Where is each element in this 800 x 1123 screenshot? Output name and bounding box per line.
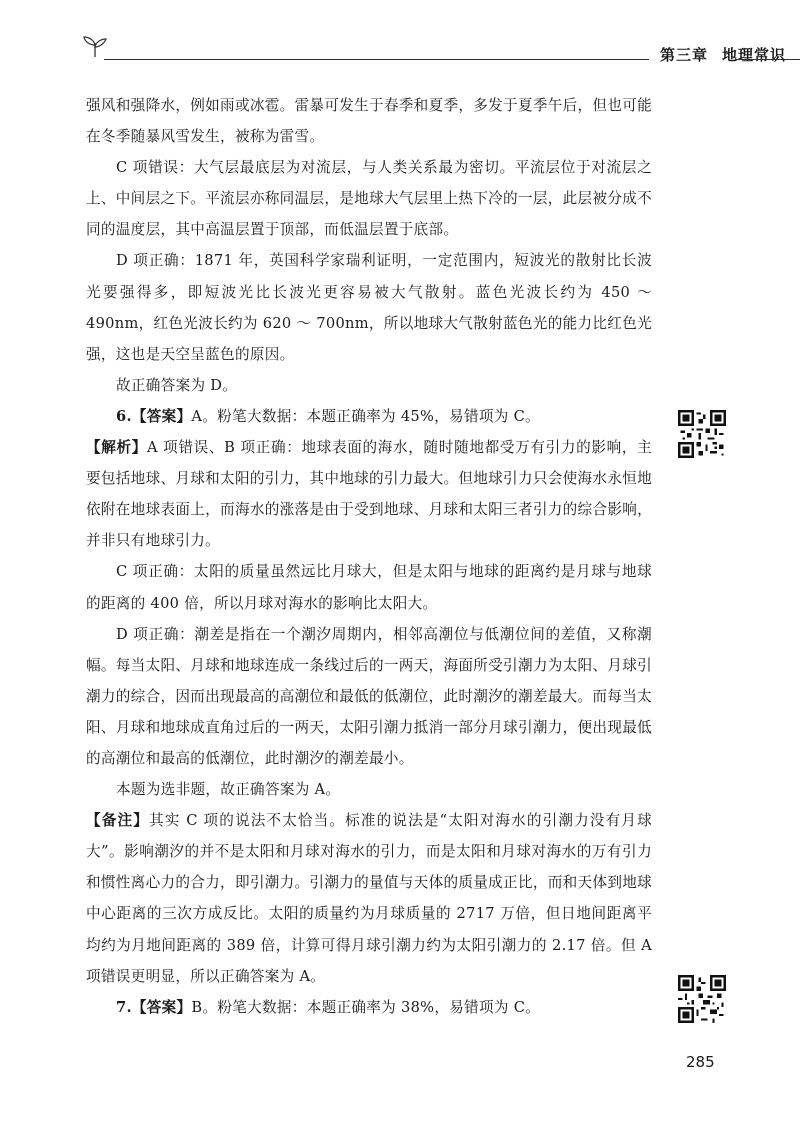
page-header <box>70 34 787 74</box>
chapter-title: 地理常识 <box>722 46 787 64</box>
header-rule-left <box>104 59 649 60</box>
page-number: 285 <box>686 1053 715 1071</box>
paragraph-option-c-q6: C 项正确：太阳的质量虽然远比月球大，但是太阳与地球的距离约是月球与地球的距离的 400 倍，所以月球对海水的影响比太阳大。 <box>86 563 652 612</box>
paragraph-option-d-q6: D 项正确：潮差是指在一个潮汐周期内，相邻高潮位与低潮位间的差值，又称潮幅。每当太阳、月球和地球连成一条线过后的一两天，海面所受引潮力为太阳、月球引潮力的综合，因而出现最高的高潮位和最低的低潮位，此时潮汐的潮差最大。而每当太阳、月球和地球成直角过后的一两天，太阳引潮力抵消一部分月球引潮力，便出现最低的高潮位和最高的低潮位，此时潮汐的潮差最小。 <box>86 625 652 767</box>
paragraph-analysis-q6 <box>86 432 652 556</box>
analysis-text: A 项错误、B 项正确：地球表面的海水，随时随地都受万有引力的影响，主要包括地球、月球和太阳的引力，其中地球的引力最大。但地球引力只会使海水永恒地依附在地球表面上，而海水的涨落是由于受到地球、月球和太阳三者引力的综合影响，并非只有地球引力。 <box>86 439 653 550</box>
paragraph-answer-q7 <box>86 992 652 1023</box>
analysis-label: 【解析】 <box>86 439 148 457</box>
qr-code-icon[interactable] <box>678 410 726 458</box>
chapter-number: 第三章 <box>660 46 709 64</box>
leaf-sprout-icon <box>82 36 108 58</box>
header-rule-right <box>735 59 800 60</box>
answer-label: 7.【答案】 <box>116 998 192 1016</box>
paragraph-answer-q6 <box>86 401 652 432</box>
paragraph-option-c-explanation: C 项错误：大气层最底层为对流层，与人类关系最为密切。平流层位于对流层之上、中间层之下。平流层亦称同温层，是地球大气层里上热下冷的一层，此层被分成不同的温度层，其中高温层置于顶部，而低温层置于底部。 <box>86 159 652 239</box>
paragraph-continuation: 强风和强降水，例如雨或冰雹。雷暴可发生于春季和夏季，多发于夏季午后，但也可能在冬季随暴风雪发生，被称为雷雪。 <box>86 97 652 146</box>
qr-code-icon[interactable] <box>678 975 726 1023</box>
answer-label: 6.【答案】 <box>116 407 192 425</box>
answer-text: A。粉笔大数据：本题正确率为 45%，易错项为 C。 <box>191 407 540 425</box>
paragraph-conclusion-q5: 故正确答案为 D。 <box>116 376 238 394</box>
main-text <box>86 90 652 1023</box>
paragraph-option-d-explanation: D 项正确：1871 年，英国科学家瑞利证明，一定范围内，短波光的散射比长波光要强得多，即短波光比长波光更容易被大气散射。蓝色光波长约为 450 ～ 490nm，红色光波长约为 620 ～ 700nm，所以地球大气散射蓝色光的能力比红色光强，这也是天空呈蓝色的原因。 <box>86 252 652 363</box>
paragraph-conclusion-q6: 本题为选非题，故正确答案为 A。 <box>116 781 341 799</box>
chapter-heading <box>660 44 786 65</box>
note-label: 【备注】 <box>86 812 149 830</box>
paragraph-note-q6 <box>86 805 652 992</box>
note-text: 其实 C 项的说法不太恰当。标准的说法是“太阳对海水的引潮力没有月球大”。影响潮汐的并不是太阳和月球对海水的引力，而是太阳和月球对海水的万有引力和惯性离心力的合力，即引潮力。引潮力的量值与天体的质量成正比，而和天体到地球中心距离的三次方成反比。太阳的质量约为月球质量的 2717 万倍，但日地间距离平均约为月地间距离的 389 倍，计算可得月球引潮力约为太阳引潮力的 2.17 倍。但 A 项错误更明显，所以正确答案为 A。 <box>86 812 652 985</box>
answer-text: B。粉笔大数据：本题正确率为 38%，易错项为 C。 <box>191 998 541 1016</box>
